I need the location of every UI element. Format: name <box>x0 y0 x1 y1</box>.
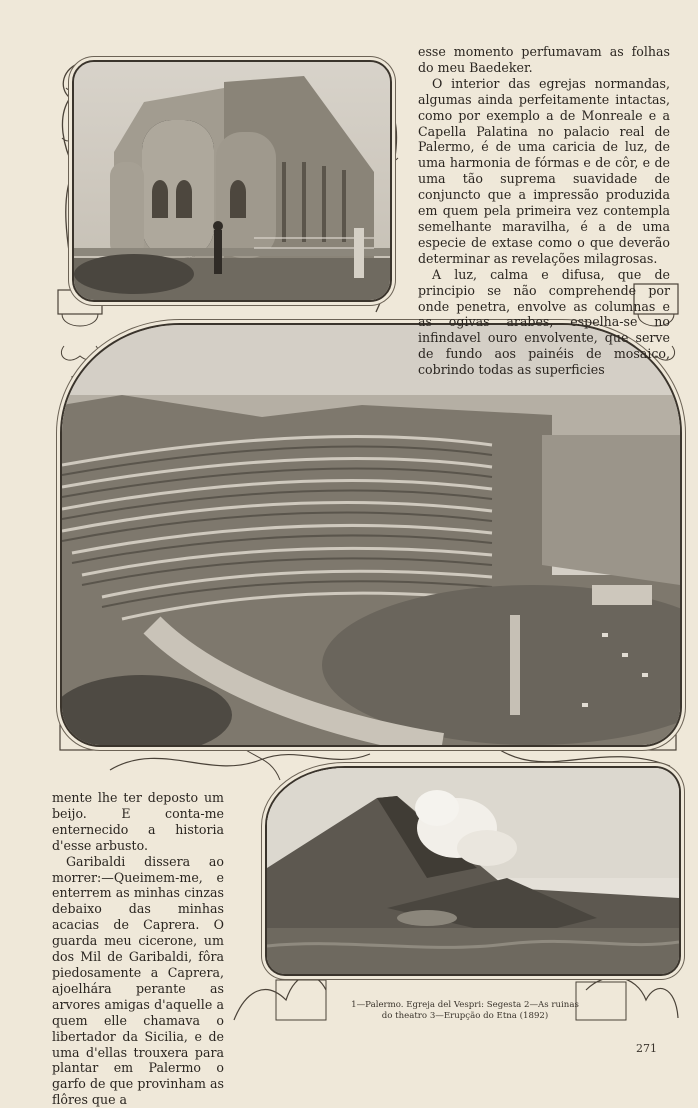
paragraph-3: A luz, calma e difusa, que de principio se não comprehende por onde penetra, envolve as columnas e as ogivas arabes, espelha-se no infindavel ouro envolvente, que serve de fundo aos painéis de mosaico, cobrindo todas as superficies <box>418 266 670 378</box>
photo-volcano <box>265 766 681 976</box>
paragraph-1: esse momento perfumavam as folhas do meu Baedeker. <box>418 44 670 75</box>
article-right-column <box>418 44 670 378</box>
caption-line-2: do theatro 3—Erupção do Etna (1892) <box>381 1011 549 1021</box>
article-left-column <box>52 790 224 1108</box>
photo-theatre <box>60 323 682 747</box>
caption-line-1: 1—Palermo. Egreja del Vespri: Segesta 2—As ruinas <box>351 1000 579 1010</box>
paragraph-4: mente lhe ter deposto um beijo. E conta-me enternecido a historia d'esse arbusto. <box>52 790 224 853</box>
page-number: 271 <box>636 1042 657 1055</box>
paragraph-5: Garibaldi dissera ao morrer:—Queimem-me, e enterrem as minhas cinzas debaixo das minhas acacias de Caprera. O guarda meu cicerone, um dos Mil de Garibaldi, fôra piedosamente a Caprera, ajoelhára perante as arvores amigas d'aquelle a quem elle chamava o libertador da Sicilia, e de uma d'ellas trouxera para plantar em Palermo o garfo de que provinham as flôres que a <box>52 853 224 1108</box>
paragraph-2: O interior das egrejas normandas, algumas ainda perfeitamente intactas, como por exemplo a de Monreale e a Capella Palatina no palacio real de Palermo, é de uma caricia de luz, de uma harmonia de fórmas e de côr, e de uma tão suprema suavidade de conjuncto que a impressão produzida em quem pela primeira vez contempla semelhante maravilha, é a de uma especie de extase como o que deverão determinar as revelações milagrosas. <box>418 75 670 266</box>
photo-church <box>72 60 392 302</box>
photo-caption <box>330 1000 600 1022</box>
